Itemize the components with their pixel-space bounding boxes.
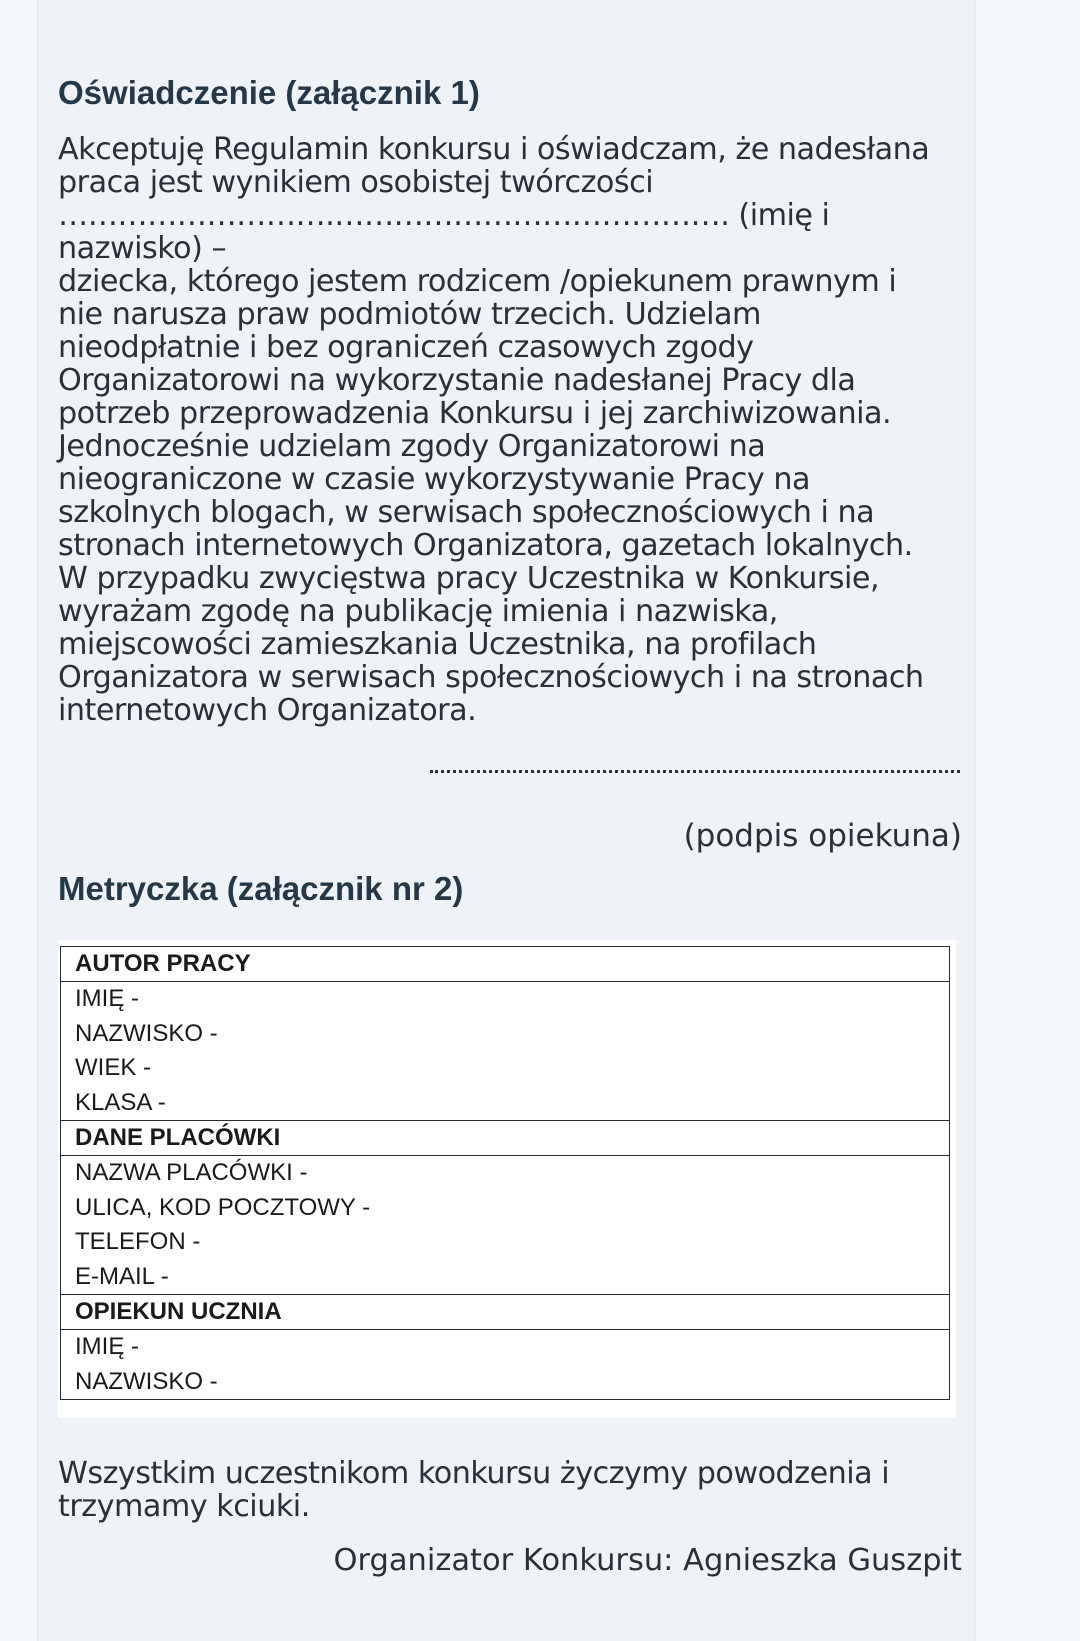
section-header-institution: DANE PLACÓWKI <box>61 1121 950 1156</box>
table-section-header <box>61 1295 950 1330</box>
section-header-guardian: OPIEKUN UCZNIA <box>61 1295 950 1330</box>
field-label: TELEFON - <box>75 1228 201 1255</box>
section-header-author: AUTOR PRACY <box>61 947 950 982</box>
declaration-heading: Oświadczenie (załącznik 1) <box>58 74 480 111</box>
metryczka-heading: Metryczka (załącznik nr 2) <box>58 870 464 907</box>
field-label: ULICA, KOD POCZTOWY - <box>75 1193 371 1221</box>
table-section-body <box>61 982 950 1121</box>
table-section-header <box>61 947 950 982</box>
signature-caption: (podpis opiekuna) <box>683 818 962 854</box>
metryczka-form-image <box>58 940 956 1418</box>
table-section-body <box>61 1330 950 1400</box>
table-section-body <box>61 1156 950 1295</box>
table-section-header <box>61 1121 950 1156</box>
closing-wishes: Wszystkim uczestnikom konkursu życzymy powodzenia i trzymamy kciuki. <box>58 1456 890 1524</box>
field-label: NAZWA PLACÓWKI - <box>75 1159 308 1186</box>
field-label: E-MAIL - <box>75 1262 169 1290</box>
organizer-signature: Organizator Konkursu: Agnieszka Guszpit <box>333 1543 962 1578</box>
declaration-text: Akceptuję Regulamin konkursu i oświadczam, że nadesłana praca jest wynikiem osobistej twórczości ……………………….…………………………………. (imię i nazwisko) – dziecka, którego jestem rodzicem /opiekunem prawnym i nie narusza praw podmiotów trzecich. Udzielam nieodpłatnie i bez ograniczeń czasowych zgody Organizatorowi na wykorzystanie nadesłanej Pracy dla potrzeb przeprowadzenia Konkursu i jej zarchiwizowania. Jednocześnie udzielam zgody Organizatorowi na nieograniczone w czasie wykorzystywanie Pracy na szkolnych blogach, w serwisach społecznościowych i na stronach internetowych Organizatora, gazetach lokalnych. W przypadku zwycięstwa pracy Uczestnika w Konkursie, wyrażam zgodę na publikację imienia i nazwiska, miejscowości zamieszkania Uczestnika, na profilach Organizatora w serwisach społecznościowych i na stronach internetowych Organizatora. <box>58 132 930 728</box>
metryczka-table <box>60 946 950 1400</box>
field-label: IMIĘ - <box>75 985 139 1012</box>
field-label: NAZWISKO - <box>75 1367 218 1395</box>
field-label: WIEK - <box>75 1054 151 1081</box>
field-label: IMIĘ - <box>75 1333 139 1360</box>
field-label: KLASA - <box>75 1088 166 1116</box>
field-label: NAZWISKO - <box>75 1019 218 1047</box>
signature-line <box>430 770 960 773</box>
